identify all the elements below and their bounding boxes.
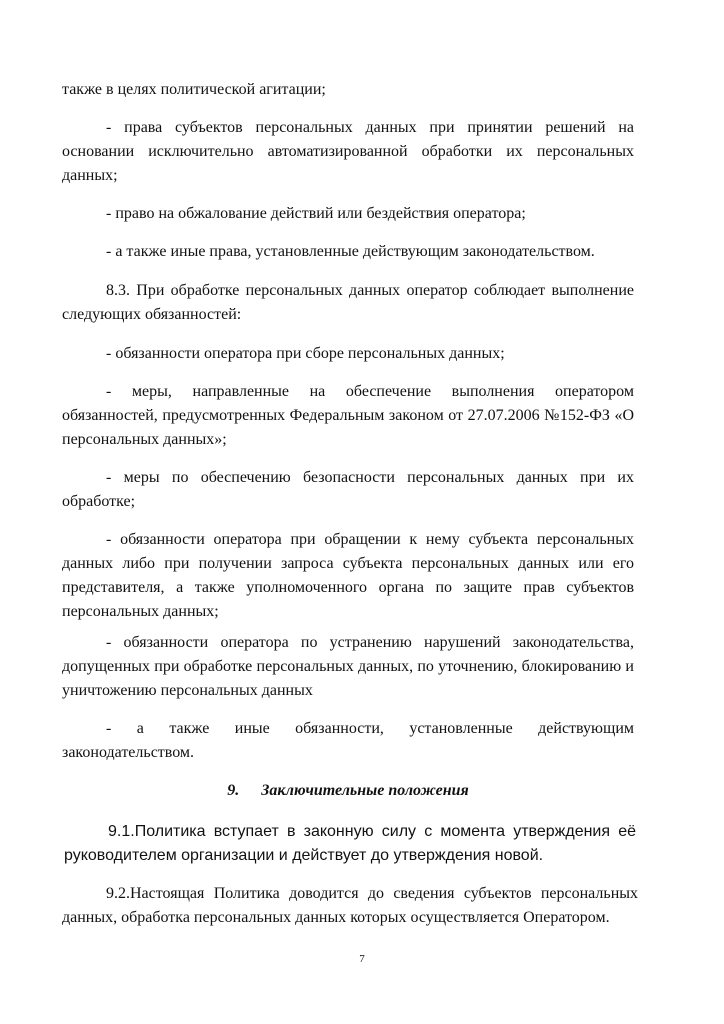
paragraph-9-1: 9.1.Политика вступает в законную силу с момента утверждения её руководителем организации и действует до утверждения новой. bbox=[64, 823, 636, 864]
paragraph-security-measures: - меры по обеспечению безопасности персональных данных при их обработке; bbox=[62, 469, 634, 510]
paragraph-appeal-right: - право на обжалование действий или бездействия оператора; bbox=[106, 205, 526, 222]
section-title: Заключительные положения bbox=[261, 782, 469, 799]
paragraph-subject-request-duties: - обязанности оператора при обращении к нему субъекта персональных данных либо при получении запроса субъекта персональных данных или его представителя, а также уполномоченного органа по защите прав субъектов персональных данных; bbox=[62, 531, 634, 620]
page-number: 7 bbox=[359, 953, 365, 965]
paragraph-political-agitation: также в целях политической агитации; bbox=[62, 81, 326, 98]
section-number: 9. bbox=[227, 782, 240, 799]
paragraph-collection-duties: - обязанности оператора при сборе персональных данных; bbox=[106, 345, 505, 362]
paragraph-violation-remedies: - обязанности оператора по устранению нарушений законодательства, допущенных при обработке персональных данных, по уточнению, блокированию и уничтожению персональных данных bbox=[62, 634, 634, 699]
paragraph-9-2: 9.2.Настоящая Политика доводится до сведения субъектов персональных данных, обработка персональных данных которых осуществляется Оператором. bbox=[62, 885, 638, 926]
section-heading bbox=[62, 779, 634, 803]
paragraph-other-rights: - а также иные права, установленные действующим законодательством. bbox=[106, 243, 595, 260]
paragraph-federal-law-measures: - меры, направленные на обеспечение выполнения оператором обязанностей, предусмотренных Федеральным законом от 27.07.2006 №152-ФЗ «О персональных данных»; bbox=[62, 383, 634, 448]
paragraph-automated-decisions-rights: - права субъектов персональных данных при принятии решений на основании исключительно автоматизированной обработки их персональных данных; bbox=[62, 119, 634, 184]
paragraph-other-duties: - а также иные обязанности, установленные действующим законодательством. bbox=[62, 720, 634, 761]
paragraph-8-3: 8.3. При обработке персональных данных оператор соблюдает выполнение следующих обязанностей: bbox=[62, 282, 634, 323]
